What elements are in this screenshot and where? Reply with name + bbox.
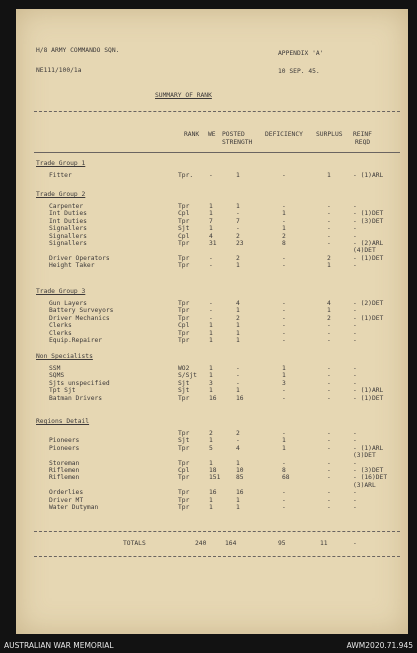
deficiency-cell: - <box>282 172 286 179</box>
rank-cell: Sjt <box>178 437 190 445</box>
col-strength: STRENGTH <box>222 139 253 146</box>
trade-cell: Battery Surveyors <box>49 307 114 315</box>
trade-cell: Carpenter <box>49 203 84 210</box>
posted-cell: - <box>236 365 240 372</box>
trade-cell: Signallers <box>49 240 87 247</box>
reinf-cell: - <box>353 322 357 330</box>
deficiency-cell: - <box>282 262 286 270</box>
rank-cell: Tpr <box>178 489 190 497</box>
reinf-cell: - <box>353 232 357 240</box>
we-cell: 1 <box>209 210 213 218</box>
trade-cell: Fitter <box>49 172 72 179</box>
posted-cell: 23 <box>236 240 244 247</box>
reinf-cell: - <box>353 225 357 233</box>
deficiency-cell: 1 <box>282 444 286 452</box>
surplus-cell: - <box>327 474 331 482</box>
we-cell: - <box>209 314 213 322</box>
we-cell: 1 <box>209 437 213 445</box>
reinf-cell: - <box>353 430 357 437</box>
totals-reinf: - <box>353 540 357 547</box>
header-bottom-rule <box>34 152 400 153</box>
deficiency-cell: 1 <box>282 437 286 445</box>
totals-surplus: 11 <box>320 540 328 547</box>
rank-cell: Tpr <box>178 262 190 270</box>
we-cell: - <box>209 262 213 270</box>
reinf-cell: - (2)ARL <box>353 240 384 247</box>
we-cell: 18 <box>209 467 217 474</box>
we-cell: 7 <box>209 217 213 225</box>
reinf-cell: - <box>353 504 357 511</box>
reinf-cell: - <box>353 307 357 315</box>
posted-cell: 1 <box>236 203 240 210</box>
reinf-cell: - <box>353 489 357 497</box>
deficiency-cell: 1 <box>282 365 286 372</box>
rank-cell: Tpr <box>178 459 190 467</box>
trade-cell: Signallers <box>49 225 87 233</box>
we-cell: 1 <box>209 496 213 504</box>
posted-cell: - <box>236 437 240 445</box>
surplus-cell: - <box>327 225 331 233</box>
trade-cell: Driver MT <box>49 496 84 504</box>
rank-cell: Cpl <box>178 467 190 474</box>
section-heading: Non Specialists <box>36 353 93 360</box>
table-row <box>16 173 408 181</box>
we-cell: 1 <box>209 337 213 344</box>
trade-cell: Gun Layers <box>49 300 87 307</box>
rank-cell: Tpr <box>178 444 190 452</box>
posted-cell: 2 <box>236 254 240 262</box>
we-cell: 16 <box>209 489 217 497</box>
surplus-cell: 2 <box>327 314 331 322</box>
we-cell: 16 <box>209 394 217 402</box>
rank-cell: S/Sjt <box>178 372 197 380</box>
rank-cell: Tpr <box>178 203 190 210</box>
document-page <box>16 9 408 634</box>
reinf-cell: - (1)DET <box>353 314 384 322</box>
trade-cell: Riflemen <box>49 474 80 482</box>
reinf-cell: - <box>353 379 357 387</box>
trade-cell: Sjts unspecified <box>49 379 110 387</box>
trade-cell: Batman Drivers <box>49 394 103 402</box>
trade-cell: Riflemen <box>49 467 80 474</box>
we-cell: 31 <box>209 240 217 247</box>
we-cell: 1 <box>209 372 213 380</box>
totals-deficiency: 95 <box>278 540 286 547</box>
surplus-cell: 1 <box>327 172 331 179</box>
rank-cell: Tpr <box>178 300 190 307</box>
surplus-cell: - <box>327 387 331 395</box>
rank-cell: Sjt <box>178 379 190 387</box>
rank-cell: Tpr <box>178 474 190 482</box>
deficiency-cell: - <box>282 203 286 210</box>
col-rank: RANK <box>184 131 200 138</box>
deficiency-cell: 8 <box>282 240 286 247</box>
trade-cell: Pioneers <box>49 437 80 445</box>
posted-cell: - <box>236 379 240 387</box>
posted-cell: 1 <box>236 322 240 330</box>
we-cell: 1 <box>209 504 213 511</box>
deficiency-cell: - <box>282 322 286 330</box>
deficiency-cell: 1 <box>282 225 286 233</box>
document-date: 10 SEP. 45. <box>278 68 320 75</box>
posted-cell: 1 <box>236 307 240 315</box>
totals-posted: 164 <box>225 540 237 547</box>
rank-cell: Tpr <box>178 254 190 262</box>
we-cell: - <box>209 300 213 307</box>
posted-cell: - <box>236 372 240 380</box>
we-cell: 5 <box>209 444 213 452</box>
deficiency-cell: 8 <box>282 467 286 474</box>
file-reference: NE111/100/1a <box>36 67 82 74</box>
posted-cell: 4 <box>236 300 240 307</box>
reinf-cell: - <box>353 372 357 380</box>
deficiency-cell: - <box>282 489 286 497</box>
section-heading: Trade Group 3 <box>36 288 86 295</box>
trade-cell: Equip.Repairer <box>49 337 103 344</box>
trade-cell: Water Dutyman <box>49 504 99 511</box>
posted-cell: - <box>236 210 240 218</box>
totals-bottom-rule <box>34 556 400 557</box>
trade-cell: Clerks <box>49 322 72 330</box>
table-row <box>16 338 408 346</box>
deficiency-cell: 1 <box>282 210 286 218</box>
posted-cell: 2 <box>236 430 240 437</box>
surplus-cell: - <box>327 430 331 437</box>
posted-cell: 1 <box>236 329 240 337</box>
col-reinf: REINF <box>353 131 372 138</box>
col-we: WE <box>208 131 216 138</box>
reinf-cell: - <box>353 329 357 337</box>
we-cell: 151 <box>209 474 221 482</box>
surplus-cell: 1 <box>327 307 331 315</box>
we-cell: - <box>209 307 213 315</box>
posted-cell: 1 <box>236 387 240 395</box>
surplus-cell: - <box>327 459 331 467</box>
posted-cell: 2 <box>236 314 240 322</box>
deficiency-cell: - <box>282 504 286 511</box>
reinf-cell: - <box>353 365 357 372</box>
deficiency-cell: - <box>282 314 286 322</box>
posted-cell: - <box>236 225 240 233</box>
reinf-cell: - (1)ARL <box>353 387 384 395</box>
rank-cell: Tpr. <box>178 172 194 179</box>
surplus-cell: - <box>327 467 331 474</box>
surplus-cell: - <box>327 379 331 387</box>
rank-cell: Tpr <box>178 430 190 437</box>
we-cell: 1 <box>209 329 213 337</box>
rank-cell: WO2 <box>178 365 190 372</box>
reinf-cell: - (16)DET <box>353 474 388 482</box>
posted-cell: 16 <box>236 489 244 497</box>
posted-cell: 16 <box>236 394 244 402</box>
rank-cell: Cpl <box>178 322 190 330</box>
trade-cell: SSM <box>49 365 61 372</box>
archive-reference: AWM2020.71.945 <box>346 641 413 650</box>
surplus-cell: 4 <box>327 300 331 307</box>
we-cell: - <box>209 172 213 179</box>
rank-cell: Tpr <box>178 337 190 344</box>
posted-cell: 1 <box>236 262 240 270</box>
deficiency-cell: - <box>282 254 286 262</box>
trade-cell: Clerks <box>49 329 72 337</box>
appendix-label: APPENDIX 'A' <box>278 50 324 57</box>
reinf-cell: - <box>353 496 357 504</box>
surplus-cell: - <box>327 444 331 452</box>
deficiency-cell: - <box>282 337 286 344</box>
we-cell: 1 <box>209 365 213 372</box>
posted-cell: 85 <box>236 474 244 482</box>
deficiency-cell: - <box>282 329 286 337</box>
col-deficiency: DEFICIENCY <box>265 131 303 138</box>
deficiency-cell: 1 <box>282 372 286 380</box>
trade-cell: Driver Mechanics <box>49 314 110 322</box>
rank-cell: Tpr <box>178 307 190 315</box>
surplus-cell: - <box>327 372 331 380</box>
deficiency-cell: 2 <box>282 232 286 240</box>
table-row <box>16 396 408 404</box>
trade-cell: Tpt Sjt <box>49 387 76 395</box>
rank-cell: Tpr <box>178 217 190 225</box>
reinf-cell: - (1)DET <box>353 394 384 402</box>
reinf-cell: - (1)DET <box>353 210 384 218</box>
trade-cell: Orderlies <box>49 489 84 497</box>
surplus-cell: - <box>327 210 331 218</box>
trade-cell: Signallers <box>49 232 87 240</box>
trade-cell: Int Duties <box>49 217 87 225</box>
section-heading: Trade Group 2 <box>36 191 86 198</box>
header-top-rule <box>34 111 400 112</box>
reinf-cell: - (1)DET <box>353 254 384 262</box>
rank-cell: Tpr <box>178 314 190 322</box>
trade-cell: SQMS <box>49 372 65 380</box>
we-cell: 3 <box>209 379 213 387</box>
we-cell: 1 <box>209 225 213 233</box>
reinf-cell: (3)DET <box>353 452 376 460</box>
rank-cell: Tpr <box>178 329 190 337</box>
reinf-cell: (4)DET <box>353 247 376 255</box>
deficiency-cell: - <box>282 430 286 437</box>
section-heading: Trade Group 1 <box>36 160 86 167</box>
deficiency-cell: - <box>282 307 286 315</box>
deficiency-cell: 68 <box>282 474 290 482</box>
deficiency-cell: - <box>282 217 286 225</box>
totals-label: TOTALS <box>123 540 146 547</box>
posted-cell: 2 <box>236 232 240 240</box>
posted-cell: 4 <box>236 444 240 452</box>
surplus-cell: - <box>327 329 331 337</box>
posted-cell: 1 <box>236 172 240 179</box>
we-cell: - <box>209 254 213 262</box>
posted-cell: 1 <box>236 496 240 504</box>
we-cell: 1 <box>209 203 213 210</box>
surplus-cell: - <box>327 496 331 504</box>
surplus-cell: - <box>327 217 331 225</box>
posted-cell: 7 <box>236 217 240 225</box>
reinf-cell: - (3)DET <box>353 467 384 474</box>
rank-cell: Sjt <box>178 387 190 395</box>
totals-we: 240 <box>195 540 207 547</box>
rank-cell: Tpr <box>178 504 190 511</box>
surplus-cell: 1 <box>327 262 331 270</box>
reinf-cell: - (1)ARL <box>353 444 384 452</box>
deficiency-cell: - <box>282 394 286 402</box>
document-title: SUMMARY OF RANK <box>155 92 212 99</box>
surplus-cell: - <box>327 437 331 445</box>
unit-name: H/8 ARMY COMMANDO SQN. <box>36 47 120 54</box>
reinf-cell: - (2)DET <box>353 300 384 307</box>
deficiency-cell: - <box>282 459 286 467</box>
posted-cell: 1 <box>236 504 240 511</box>
we-cell: 1 <box>209 459 213 467</box>
trade-cell: Int Duties <box>49 210 87 218</box>
trade-cell: Storeman <box>49 459 80 467</box>
reinf-cell: (3)ARL <box>353 481 376 489</box>
rank-cell: Cpl <box>178 210 190 218</box>
archive-name: AUSTRALIAN WAR MEMORIAL <box>4 641 114 650</box>
we-cell: 1 <box>209 387 213 395</box>
reinf-cell: - <box>353 459 357 467</box>
trade-cell: Height Taker <box>49 262 95 270</box>
reinf-cell: - <box>353 337 357 344</box>
section-heading: Regions Detail <box>36 418 90 425</box>
deficiency-cell: - <box>282 300 286 307</box>
trade-cell: Pioneers <box>49 444 80 452</box>
posted-cell: 1 <box>236 459 240 467</box>
surplus-cell: - <box>327 365 331 372</box>
surplus-cell: - <box>327 240 331 247</box>
totals-top-rule <box>34 531 400 532</box>
rank-cell: Sjt <box>178 225 190 233</box>
rank-cell: Tpr <box>178 496 190 504</box>
deficiency-cell: - <box>282 387 286 395</box>
reinf-cell: - (3)DET <box>353 217 384 225</box>
surplus-cell: - <box>327 394 331 402</box>
deficiency-cell: 3 <box>282 379 286 387</box>
table-row <box>16 505 408 513</box>
posted-cell: 10 <box>236 467 244 474</box>
deficiency-cell: - <box>282 496 286 504</box>
table-row <box>16 263 408 271</box>
col-reqd: REQD <box>355 139 371 146</box>
reinf-cell: - <box>353 437 357 445</box>
col-posted: POSTED <box>222 131 245 138</box>
rank-cell: Cpl <box>178 232 190 240</box>
reinf-cell: - (1)ARL <box>353 172 384 179</box>
surplus-cell: - <box>327 489 331 497</box>
rank-cell: Tpr <box>178 394 190 402</box>
archive-footer <box>0 634 417 653</box>
surplus-cell: - <box>327 337 331 344</box>
surplus-cell: - <box>327 504 331 511</box>
rank-cell: Tpr <box>178 240 190 247</box>
reinf-cell: - <box>353 203 357 210</box>
we-cell: 1 <box>209 322 213 330</box>
surplus-cell: 2 <box>327 254 331 262</box>
surplus-cell: - <box>327 203 331 210</box>
surplus-cell: - <box>327 232 331 240</box>
trade-cell: Driver Operators <box>49 254 110 262</box>
posted-cell: 1 <box>236 337 240 344</box>
we-cell: 4 <box>209 232 213 240</box>
col-surplus: SURPLUS <box>316 131 343 138</box>
reinf-cell: - <box>353 262 357 270</box>
surplus-cell: - <box>327 322 331 330</box>
we-cell: 2 <box>209 430 213 437</box>
